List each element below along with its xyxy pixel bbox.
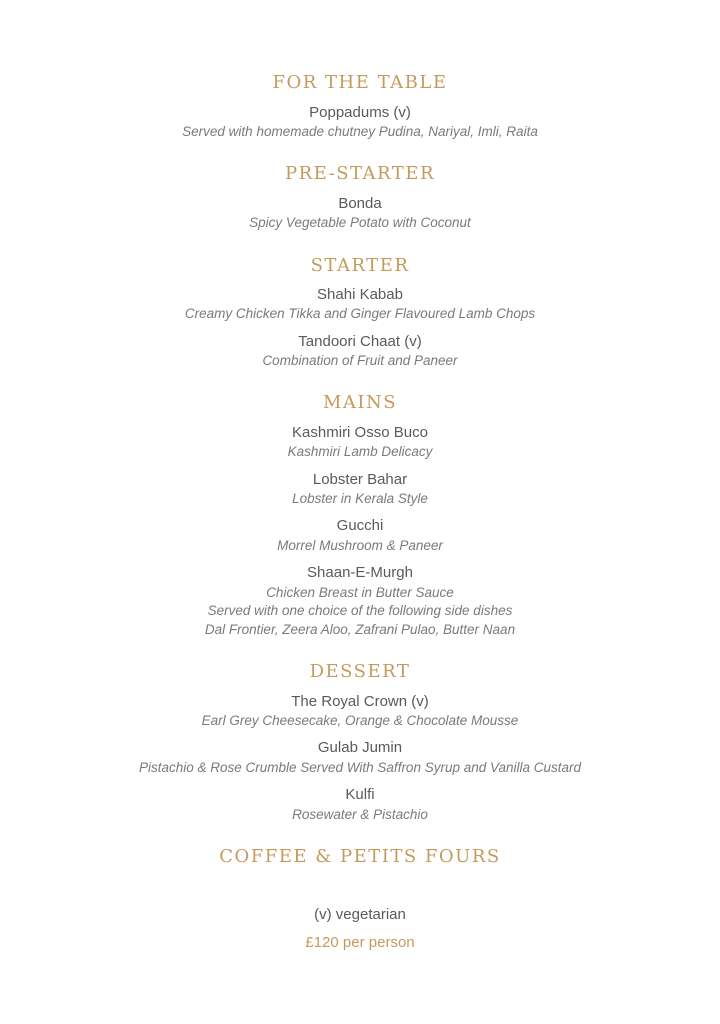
menu-item-name: Shaan-E-Murgh: [307, 564, 413, 581]
section-heading-starter: STARTER: [310, 255, 410, 276]
section-heading-mains: MAINS: [322, 392, 398, 413]
section-heading-coffee: COFFEE & PETITS FOURS: [219, 846, 501, 867]
price-per-person: £120 per person: [305, 934, 415, 951]
menu-item-name: Gucchi: [336, 517, 384, 534]
menu-item-name: Lobster Bahar: [312, 471, 408, 488]
menu-item-description: Kashmiri Lamb Delicacy: [287, 444, 433, 459]
menu-item-name: Shahi Kabab: [317, 286, 403, 303]
menu-item-description: Rosewater & Pistachio: [292, 807, 428, 822]
menu-item-description: Chicken Breast in Butter Sauce: [266, 585, 454, 600]
menu-item-description: Lobster in Kerala Style: [292, 491, 428, 506]
menu-item-name: Tandoori Chaat (v): [298, 333, 422, 350]
menu-item-name: Gulab Jumin: [317, 739, 403, 756]
menu-item-description: Served with homemade chutney Pudina, Nariyal, Imli, Raita: [182, 124, 538, 139]
menu-item-description: Earl Grey Cheesecake, Orange & Chocolate Mousse: [201, 713, 519, 728]
menu-item-description: Morrel Mushroom & Paneer: [277, 538, 443, 553]
menu-item-description: Served with one choice of the following side dishes: [207, 603, 513, 618]
menu-item-description: Pistachio & Rose Crumble Served With Saffron Syrup and Vanilla Custard: [138, 760, 582, 775]
menu-item-name: Kulfi: [345, 786, 375, 803]
menu-item-name: Poppadums (v): [309, 104, 411, 121]
menu-item-description: Creamy Chicken Tikka and Ginger Flavoured Lamb Chops: [184, 306, 536, 321]
section-heading-dessert: DESSERT: [309, 661, 411, 682]
menu-item-name: Kashmiri Osso Buco: [292, 424, 428, 441]
section-heading-for-the-table: FOR THE TABLE: [272, 72, 448, 93]
menu-item-description: Combination of Fruit and Paneer: [262, 353, 458, 368]
vegetarian-note: (v) vegetarian: [314, 906, 406, 923]
menu-item-name: Bonda: [338, 195, 382, 212]
menu-item-description: Dal Frontier, Zeera Aloo, Zafrani Pulao, Butter Naan: [204, 622, 516, 637]
section-heading-pre-starter: PRE-STARTER: [284, 163, 435, 184]
menu-item-description: Spicy Vegetable Potato with Coconut: [249, 215, 471, 230]
menu-item-name: The Royal Crown (v): [291, 693, 429, 710]
